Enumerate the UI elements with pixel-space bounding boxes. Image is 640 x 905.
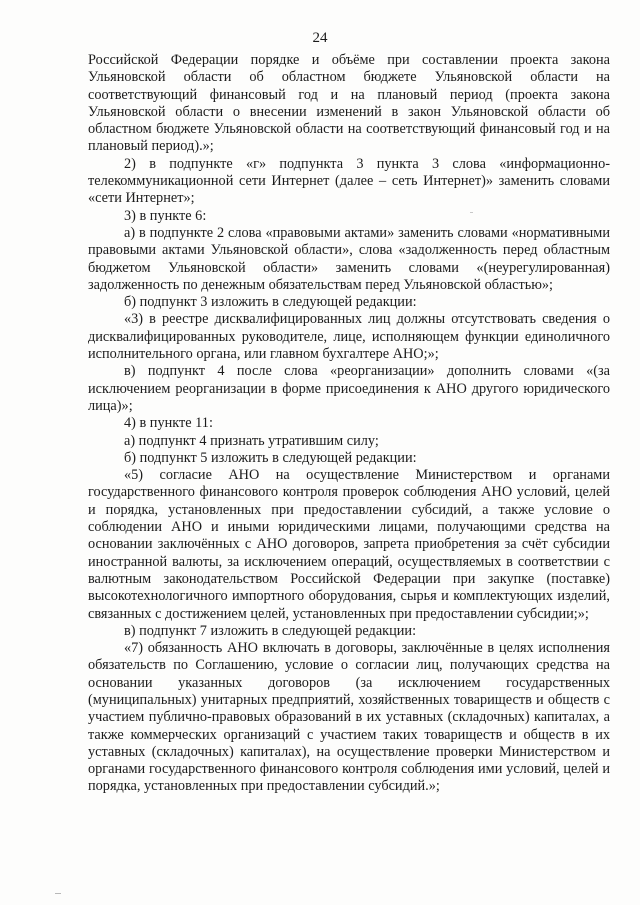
page-number: 24 (312, 30, 328, 46)
paragraph-item-4c: в) подпункт 7 изложить в следующей редакции: (124, 622, 417, 639)
paragraph-quote-5: «5) согласие АНО на осуществление Министерством и органами государственного финансового контроля проверок соблюдения АНО условий, целей и порядка, установленных при предоставлении субсидий, а также условие о соблюдении АНО и иными юридическими лицами, получающими средства на основании заключённых с АНО договоров, запрета приобретения за счёт субсидии иностранной валюты, за исключением операций, осуществляемых в соответствии с валютным законодательством Российской Федерации при закупке (поставке) высокотехнологичного импортного оборудования, сырья и комплектующих изделий, связанных с достижением целей, установленных при предоставлении субсидии;»; (88, 467, 610, 622)
paragraph-item-4a: а) подпункт 4 признать утратившим силу; (124, 432, 379, 449)
paragraph-continuation: Российской Федерации порядке и объёме при составлении проекта закона Ульяновской области об областном бюджете Ульяновской области на соответствующий финансовый год и на плановый период (проекта закона Ульяновской области о внесении изменений в закон Ульяновской области об областном бюджете Ульяновской области на соответствующий финансовый год и на плановый период).»; (88, 52, 610, 155)
paragraph-item-3a: а) в подпункте 2 слова «правовыми актами» заменить словами «нормативными правовыми актами Ульяновской области», слова «задолженность перед областным бюджетом Ульяновской области» заменить словами «(неурегулированная) задолженность по денежным обязательствам перед Ульяновской областью»; (88, 224, 610, 293)
paragraph-item-3: 3) в пункте 6: (124, 207, 207, 224)
scan-artifact (55, 893, 61, 894)
paragraph-item-3b: б) подпункт 3 изложить в следующей редакции: (124, 294, 417, 311)
paragraph-quote-7: «7) обязанность АНО включать в договоры, заключённые в целях исполнения обязательств по Соглашению, условие о согласии лиц, получающих средства на основании указанных договоров (за исключением государственных (муниципальных) унитарных предприятий, хозяйственных товариществ и обществ с участием публично-правовых образований в их уставных (складочных) капиталах, а также коммерческих организаций с участием таких товариществ и обществ в их уставных (складочных) капиталах), на осуществление проверки Министерством и органами государственного финансового контроля соблюдения ими условий, целей и порядка, установленных при предоставлении субсидий.»; (88, 640, 610, 795)
paragraph-item-2: 2) в подпункте «г» подпункта 3 пункта 3 слова «информационно-телекоммуникационной сети Интернет (далее – сеть Интернет)» заменить словами «сети Интернет»; (88, 155, 610, 207)
paragraph-quote-3: «3) в реестре дисквалифицированных лиц должны отсутствовать сведения о дисквалифицированных руководителе, лице, исполняющем функции единоличного исполнительного органа, или главном бухгалтере АНО;»; (88, 311, 610, 363)
paragraph-item-3c: в) подпункт 4 после слова «реорганизации» дополнить словами «(за исключением реорганизации в форме присоединения к АНО другого юридического лица)»; (88, 363, 610, 414)
paragraph-item-4b: б) подпункт 5 изложить в следующей редакции: (124, 449, 417, 466)
paragraph-item-4: 4) в пункте 11: (124, 415, 213, 432)
document-body (88, 52, 610, 796)
scan-artifact (470, 212, 473, 213)
